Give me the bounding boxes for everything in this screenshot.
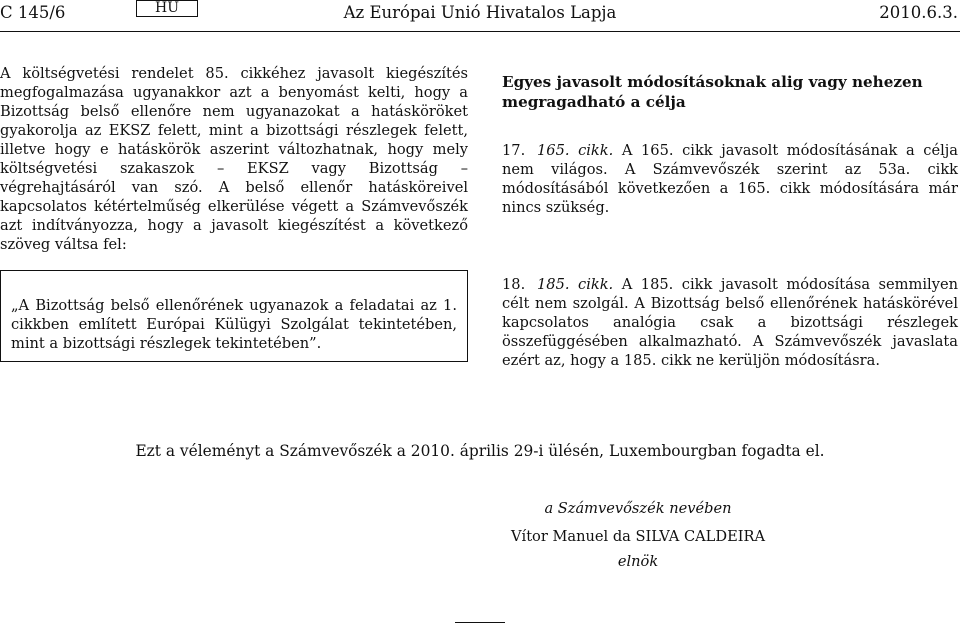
signatory-role: elnök bbox=[617, 553, 659, 570]
item-reference: 165. cikk. bbox=[537, 142, 614, 159]
publication-date: 2010.6.3. bbox=[879, 3, 958, 22]
item-text: A 165. cikk javasolt módosításának a célja nem világos. A Számvevőszék szerint az 53a. cikk módosításából következően a 165. cikk módosítására már nincs szükség. bbox=[502, 142, 959, 216]
left-paragraph: A költségvetési rendelet 85. cikkéhez javasolt kiegészítés megfogalmazása ugyanakkor azt a benyomást kelti, hogy a Bizottság belső ellenőre nem ugyanazokat a hatásköröket gyakorolja az EKSZ felett, mint a bizottsági részlegek felett, illetve hogy e hatáskörök aszerint változhatnak, hogy mely költségvetési szakaszok – EKSZ vagy Bizottság – végrehajtásáról van szó. A belső ellenőr hatásköreivel kapcsolatos kétértelműség elkerülése végett a Számvevőszék azt indítványozza, hogy a javasolt kiegészítést a következő szöveg váltsa fel: bbox=[0, 65, 468, 253]
list-item-18 bbox=[502, 275, 958, 370]
list-item-17 bbox=[502, 141, 958, 217]
quote-text: „A Bizottság belső ellenőrének ugyanazok a feladatai az 1. cikkben említett Európai Külügyi Szolgálat tekintetében, mint a bizottsági részlegek tekintetében”. bbox=[11, 297, 457, 352]
language-code-box: HU bbox=[136, 0, 198, 17]
item-number: 17. bbox=[502, 142, 526, 159]
header-rule bbox=[0, 31, 960, 32]
page-reference: C 145/6 bbox=[0, 3, 66, 22]
on-behalf-line: a Számvevőszék nevében bbox=[544, 500, 732, 517]
section-heading: Egyes javasolt módosításoknak alig vagy nehezen megragadható a célja bbox=[502, 73, 923, 111]
item-text: A 185. cikk javasolt módosítása semmilyen célt nem szolgál. A Bizottság belső ellenőrének hatáskörével kapcsolatos analógia csak a bizottsági részlegek összefüggésében alkalmazható. A Számvevőszék javaslata ezért az, hogy a 185. cikk ne kerüljön módosításra. bbox=[502, 276, 958, 369]
quote-box bbox=[0, 270, 468, 362]
item-reference: 185. cikk. bbox=[537, 276, 614, 293]
signatory-name: Vítor Manuel da SILVA CALDEIRA bbox=[510, 528, 766, 545]
journal-title: Az Európai Unió Hivatalos Lapja bbox=[343, 3, 617, 22]
bottom-rule bbox=[455, 622, 505, 623]
adoption-statement: Ezt a véleményt a Számvevőszék a 2010. április 29-i ülésén, Luxembourgban fogadta el. bbox=[135, 442, 825, 460]
item-number: 18. bbox=[502, 276, 526, 293]
